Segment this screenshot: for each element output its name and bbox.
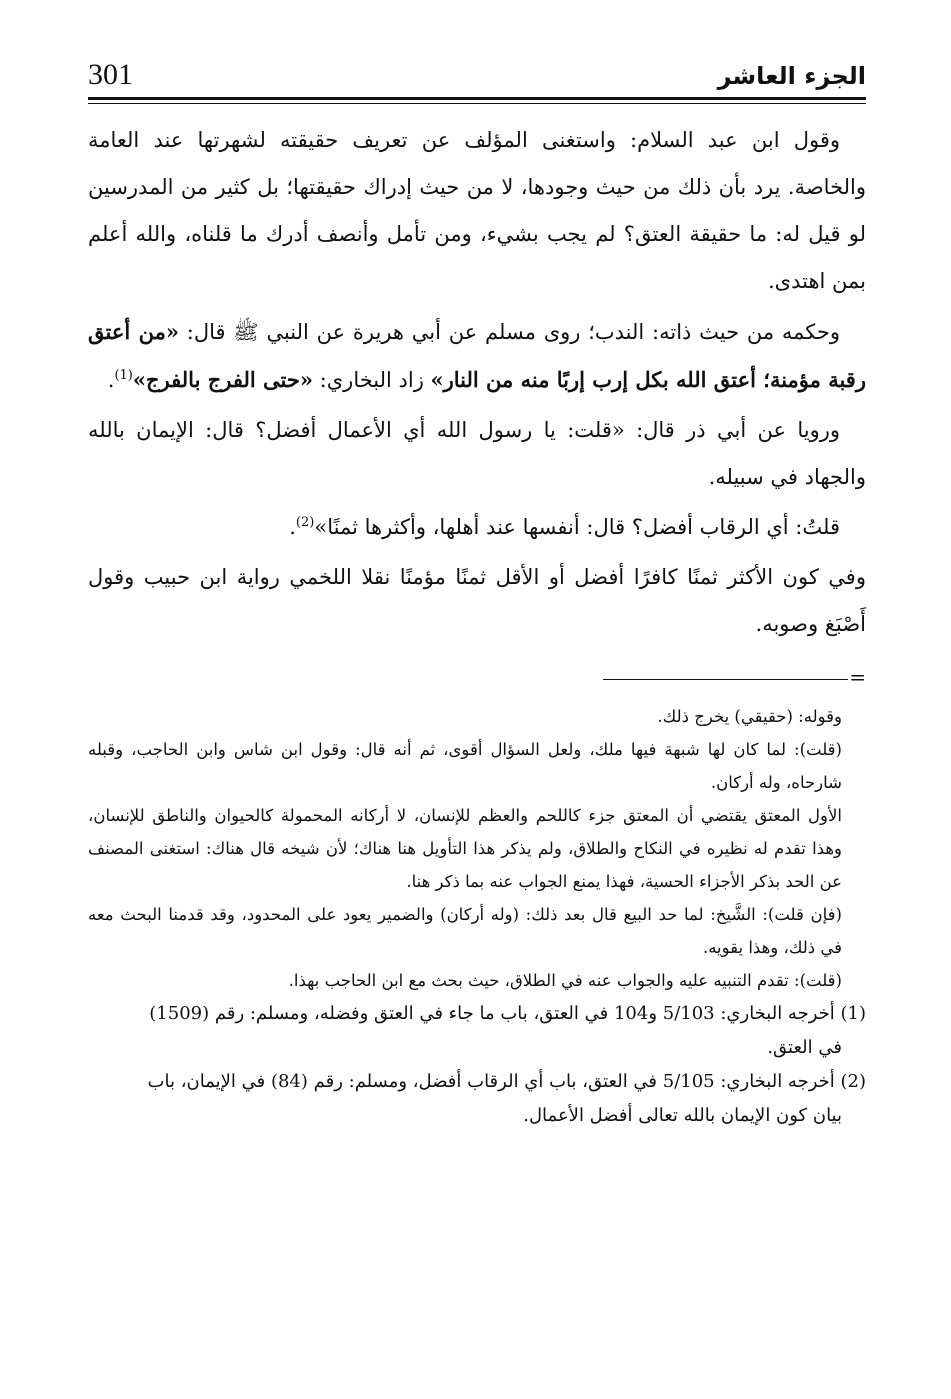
note-4: (فإن قلت): الشَّيخ: لما حد البيع قال بعد ذلك: (وله أركان) والضمير يعود على المحدود، وقد قدمنا البحث معه في ذلك، وهذا يقويه. — [88, 905, 842, 957]
footnotes-section — [88, 997, 866, 1133]
paragraph-4-text: قلتُ: أي الرقاب أفضل؟ قال: أنفسها عند أهلها، وأكثرها ثمنًا» — [314, 515, 840, 539]
note-1: وقوله: (حقيقي) يخرج ذلك. — [657, 707, 842, 726]
hadith-text-1: «من أعتق رقبة مؤمنة؛ أعتق الله بكل إرب إربًا منه من النار» — [88, 319, 866, 392]
header-rule-thick — [88, 97, 866, 100]
book-page — [88, 55, 866, 1385]
footnote-1-continuation: في العتق. — [767, 1037, 842, 1058]
paragraph-4-end: . — [289, 515, 296, 539]
footnote-2-continuation: بيان كون الإيمان بالله تعالى أفضل الأعمال. — [523, 1105, 842, 1126]
running-title: الجزء العاشر — [717, 62, 866, 90]
footnote-separator — [88, 665, 866, 690]
paragraph-4 — [88, 504, 866, 551]
header-rule-thin — [88, 103, 866, 104]
paragraph-3: ورويا عن أبي ذر قال: «قلت: يا رسول الله أي الأعمال أفضل؟ قال: الإيمان بالله والجهاد في سبيله. — [88, 418, 866, 489]
paragraph-2-mid: زاد البخاري: — [312, 368, 431, 392]
main-text — [88, 117, 866, 648]
note-3: الأول المعتق يقتضي أن المعتق جزء كاللحم والعظم للإنسان، لا أركانه المحمولة كالحيوان والناطق للإنسان، وهذا تقدم له نظيره في النكاح والطلاق، ولم يذكر هذا التأويل هنا هناك؛ لأن شيخه قال هناك: استغنى المصنف عن الحد بذكر الأجزاء الحسية، فهذا يمنع الجواب عنه بما ذكر هنا. — [88, 806, 842, 891]
footnote-ref-1: (1) — [114, 368, 133, 383]
paragraph-2-end: . — [107, 368, 115, 392]
page-number: 301 — [88, 58, 133, 91]
paragraph-2-intro: وحكمه من حيث ذاته: الندب؛ روى مسلم عن أبي هريرة عن النبي ﷺ قال: — [178, 320, 840, 344]
paragraph-2 — [88, 308, 866, 404]
footnote-1: (1) أخرجه البخاري: 5/103 و104 في العتق، باب ما جاء في العتق وفضله، ومسلم: رقم (1509) — [149, 1003, 866, 1024]
paragraph-5: وفي كون الأكثر ثمنًا كافرًا أفضل أو الأقل ثمنًا مؤمنًا نقلا اللخمي رواية ابن حبيب وقول أَصْبَغ وصوبه. — [88, 565, 866, 636]
hadith-text-2: «حتى الفرج بالفرج» — [132, 367, 313, 392]
note-5: (قلت): تقدم التنبيه عليه والجواب عنه في الطلاق، حيث بحث مع ابن الحاجب بهذا. — [288, 971, 842, 990]
separator-mark: = — [849, 665, 866, 689]
separator-line — [603, 679, 848, 680]
footnote-ref-2: (2) — [295, 515, 315, 530]
paragraph-1: وقول ابن عبد السلام: واستغنى المؤلف عن تعريف حقيقته لشهرتها عند العامة والخاصة. يرد بأن ذلك من حيث وجودها، لا من حيث إدراك حقيقتها؛ بل كثير من المدرسين لو قيل له: ما حقيقة العتق؟ لم يجب بشيء، ومن تأمل وأنصف أدرك ما قلناه، والله أعلم بمن اهتدى. — [88, 128, 866, 293]
footnote-2: (2) أخرجه البخاري: 5/105 في العتق، باب أي الرقاب أفضل، ومسلم: رقم (84) في الإيمان، باب — [147, 1071, 866, 1092]
notes-section — [88, 700, 866, 997]
page-header — [88, 55, 866, 99]
note-2: (قلت): لما كان لها شبهة فيها ملك، ولعل السؤال أقوى، ثم أنه قال: وقول ابن شاس وابن الحاجب، وقبله شارحاه، وله أركان. — [88, 740, 842, 792]
